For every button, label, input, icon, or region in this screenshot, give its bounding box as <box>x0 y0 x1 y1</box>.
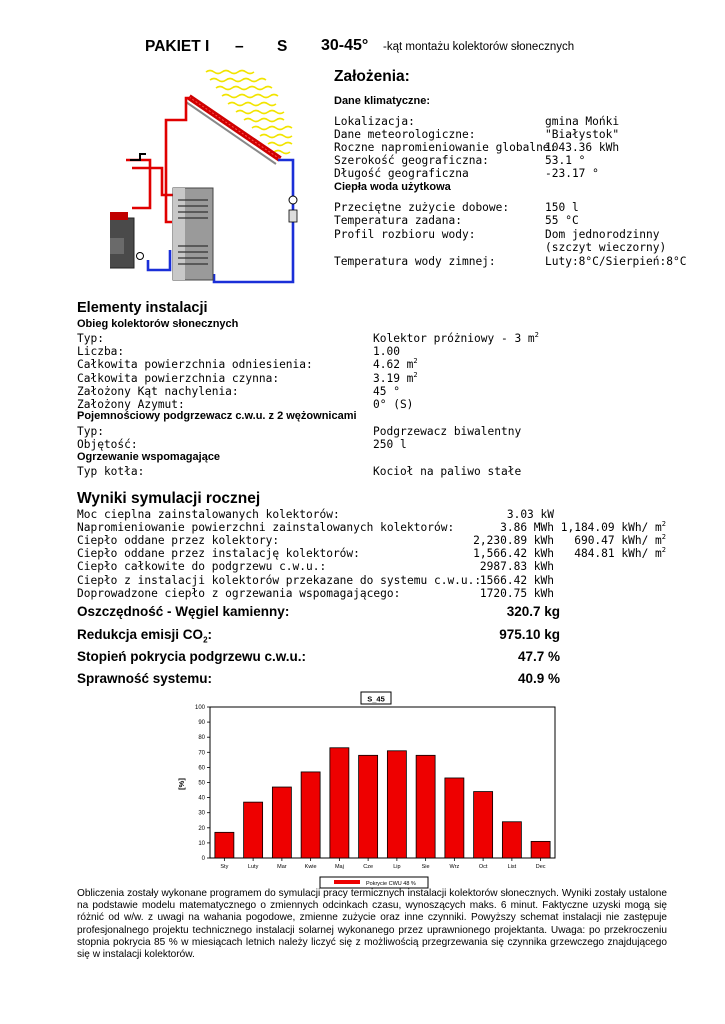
collector-circuit-title: Obieg kolektorów słonecznych <box>77 318 239 330</box>
climate-label: Długość geograficzna <box>334 167 469 180</box>
header-dash: – <box>235 38 244 55</box>
result-value: 2,230.89 kWh <box>473 534 554 547</box>
y-tick-label: 10 <box>198 840 205 847</box>
element-label: Typ: <box>77 425 104 438</box>
result-per-m2: 690.47 kWh/ $m^2$ <box>574 533 666 547</box>
bar-wrz <box>445 778 464 858</box>
angle-note: -kąt montażu kolektorów słonecznych <box>383 41 575 53</box>
dhw-label: Przeciętne zużycie dobowe: <box>334 201 510 214</box>
y-tick-label: 100 <box>194 705 205 711</box>
dhw-title: Ciepła woda użytkowa <box>334 181 451 193</box>
bar-mar <box>272 787 291 858</box>
legend-swatch <box>334 880 360 884</box>
co2-label: Redukcja emisji $CO_2$: <box>77 627 213 645</box>
x-tick-label: Sie <box>421 864 430 870</box>
element-label: Liczba: <box>77 345 125 358</box>
elements-title: Elementy instalacji <box>77 300 208 316</box>
efficiency-label: Sprawność systemu: <box>77 671 213 686</box>
element-value: 250 l <box>373 438 407 451</box>
result-value: 1720.75 kWh <box>479 587 554 600</box>
element-label: Założony Azymut: <box>77 398 185 411</box>
x-tick-label: Kwie <box>304 864 317 870</box>
y-tick-label: 30 <box>198 810 205 817</box>
bar-lip <box>387 751 406 858</box>
dhw-value: 55 °C <box>545 214 579 227</box>
storage-tank-icon <box>173 188 213 280</box>
dhw-value: Luty:8°C/Sierpień:8°C <box>545 255 687 268</box>
heater-title: Pojemnościowy podgrzewacz c.w.u. z 2 wężownicami <box>77 410 357 422</box>
dhw-label: Temperatura zadana: <box>334 214 462 227</box>
legend-label: Pokrycie CWU 48 % <box>366 881 416 887</box>
climate-value: -23.17 ° <box>545 167 599 180</box>
bar-luty <box>244 802 263 858</box>
element-label: Założony Kąt nachylenia: <box>77 385 239 398</box>
result-value: 1566.42 kWh <box>479 574 554 587</box>
dhw-value: Dom jednorodzinny <box>545 228 660 241</box>
x-tick-label: Cze <box>363 864 374 870</box>
result-label: Doprowadzone ciepło z ogrzewania wspomagającego: <box>77 587 401 600</box>
chart-title: S_45 <box>367 694 385 704</box>
x-tick-label: Luty <box>247 864 259 870</box>
efficiency-value: 40.9 % <box>517 671 560 686</box>
dhw-value-2: (szczyt wieczorny) <box>545 241 667 254</box>
angle-label: 30-45° <box>321 37 369 54</box>
element-value: 45 ° <box>373 385 400 398</box>
dhw-label: Profil rozbioru wody: <box>334 228 476 241</box>
element-label: Całkowita powierzchnia odniesienia: <box>77 358 313 371</box>
bar-list <box>502 822 521 858</box>
element-value: Kolektor próżniowy - 3 $m^2$ <box>373 331 539 345</box>
x-tick-label: Maj <box>334 864 344 870</box>
element-label: Całkowita powierzchnia czynna: <box>77 372 280 385</box>
results-title: Wyniki symulacji rocznej <box>77 490 261 507</box>
savings-label: Oszczędność - Węgiel kamienny: <box>77 604 290 619</box>
element-value: Kocioł na paliwo stałe <box>373 465 522 478</box>
element-value: 4.62 $m^2$ <box>373 357 418 371</box>
y-tick-label: 80 <box>198 735 205 742</box>
y-tick-label: 90 <box>198 720 205 727</box>
result-label: Ciepło z instalacji kolektorów przekazane do systemu c.w.u.: <box>77 574 482 587</box>
climate-title: Dane klimatyczne: <box>334 95 430 107</box>
x-tick-label: Wrz <box>449 864 460 870</box>
orientation-label: S <box>277 38 288 55</box>
bar-sie <box>416 755 435 858</box>
result-value: 3.86 MWh <box>500 521 554 534</box>
footer-note: Obliczenia zostały wykonane programem do symulacji pracy termicznych instalacji kolektorów słonecznych. Wyniki zostały ustalone na podstawie modelu matematycznego o zmiennych odcinkach czasu, wynoszących maks. 6 minut. Faktyczne uzyski mogą się różnić od w/w. z uwagi na wahania pogodowe, zmienne zużycie oraz inne czynniki. Powyższy schemat instalacji nie zastępuje profesjonalnego projektu technicznego instalacji solarnej wykonanego przez uprawnionego projektanta. Uwaga: po przekroczeniu stopnia pokrycia 85 % w miesiącach letnich należy liczyć się z możliwością przegrzewania się czynnika grzewczego znajdującego się w instalacji kolektorów. <box>77 888 667 961</box>
result-label: Ciepło całkowite do podgrzewu c.w.u.: <box>77 560 327 573</box>
element-value: 1.00 <box>373 345 400 358</box>
result-value: 1,566.42 kWh <box>473 547 554 560</box>
result-value: 3.03 kW <box>506 508 554 521</box>
bar-maj <box>330 748 349 858</box>
element-value: Podgrzewacz biwalentny <box>373 425 522 438</box>
package-title: PAKIET I <box>145 38 210 55</box>
boiler-icon <box>110 212 144 268</box>
chart-ylabel: [%] <box>177 778 186 790</box>
dhw-label: Temperatura wody zimnej: <box>334 255 496 268</box>
element-value: 3.19 $m^2$ <box>373 371 418 385</box>
co2-value: 975.10 kg <box>499 627 560 642</box>
result-per-m2: 484.81 kWh/ $m^2$ <box>574 546 666 560</box>
result-label: Ciepło oddane przez kolektory: <box>77 534 280 547</box>
result-label: Ciepło oddane przez instalację kolektorów: <box>77 547 360 560</box>
assumptions-title: Założenia: <box>334 68 410 85</box>
bar-kwie <box>301 772 320 858</box>
climate-label: Szerokość geograficzna: <box>334 154 489 167</box>
x-tick-label: Oct <box>478 864 488 870</box>
coverage-value: 47.7 % <box>517 649 560 664</box>
y-tick-label: 60 <box>198 765 205 772</box>
result-value: 2987.83 kWh <box>479 560 554 573</box>
backup-heating-title: Ogrzewanie wspomagające <box>77 451 221 463</box>
element-label: Typ: <box>77 332 104 345</box>
x-tick-label: Dec <box>535 864 546 870</box>
bar-oct <box>474 792 493 858</box>
climate-label: Dane meteorologiczne: <box>334 128 476 141</box>
x-tick-label: Sty <box>220 864 229 870</box>
element-label: Objętość: <box>77 438 138 451</box>
result-label: Moc cieplna zainstalowanych kolektorów: <box>77 508 340 521</box>
bar-cze <box>359 755 378 858</box>
result-label: Napromieniowanie powierzchni zainstalowanych kolektorów: <box>77 521 455 534</box>
coverage-chart <box>170 690 575 890</box>
installation-diagram <box>110 60 310 290</box>
climate-value: 1043.36 kWh <box>545 141 620 154</box>
bar-sty <box>215 832 234 858</box>
y-tick-label: 70 <box>198 750 205 757</box>
x-tick-label: List <box>507 864 517 870</box>
dhw-value: 150 l <box>545 201 579 214</box>
y-tick-label: 40 <box>198 795 205 802</box>
climate-label: Lokalizacja: <box>334 115 415 128</box>
climate-value: gmina Mońki <box>545 115 620 128</box>
bar-dec <box>531 841 550 858</box>
climate-value: 53.1 ° <box>545 154 586 167</box>
climate-label: Roczne napromieniowanie globalne: <box>334 141 557 154</box>
element-value: 0° (S) <box>373 398 414 411</box>
savings-value: 320.7 kg <box>506 604 560 619</box>
x-tick-label: Lip <box>393 864 401 870</box>
result-per-m2: 1,184.09 kWh/ $m^2$ <box>560 520 666 534</box>
x-tick-label: Mar <box>277 864 287 870</box>
coverage-label: Stopień pokrycia podgrzewu c.w.u.: <box>77 649 307 664</box>
solar-collector-icon <box>186 97 280 164</box>
element-label: Typ kotła: <box>77 465 145 478</box>
climate-value: "Białystok" <box>545 128 620 141</box>
y-tick-label: 50 <box>198 780 205 787</box>
y-tick-label: 0 <box>201 856 205 862</box>
y-tick-label: 20 <box>198 825 205 832</box>
